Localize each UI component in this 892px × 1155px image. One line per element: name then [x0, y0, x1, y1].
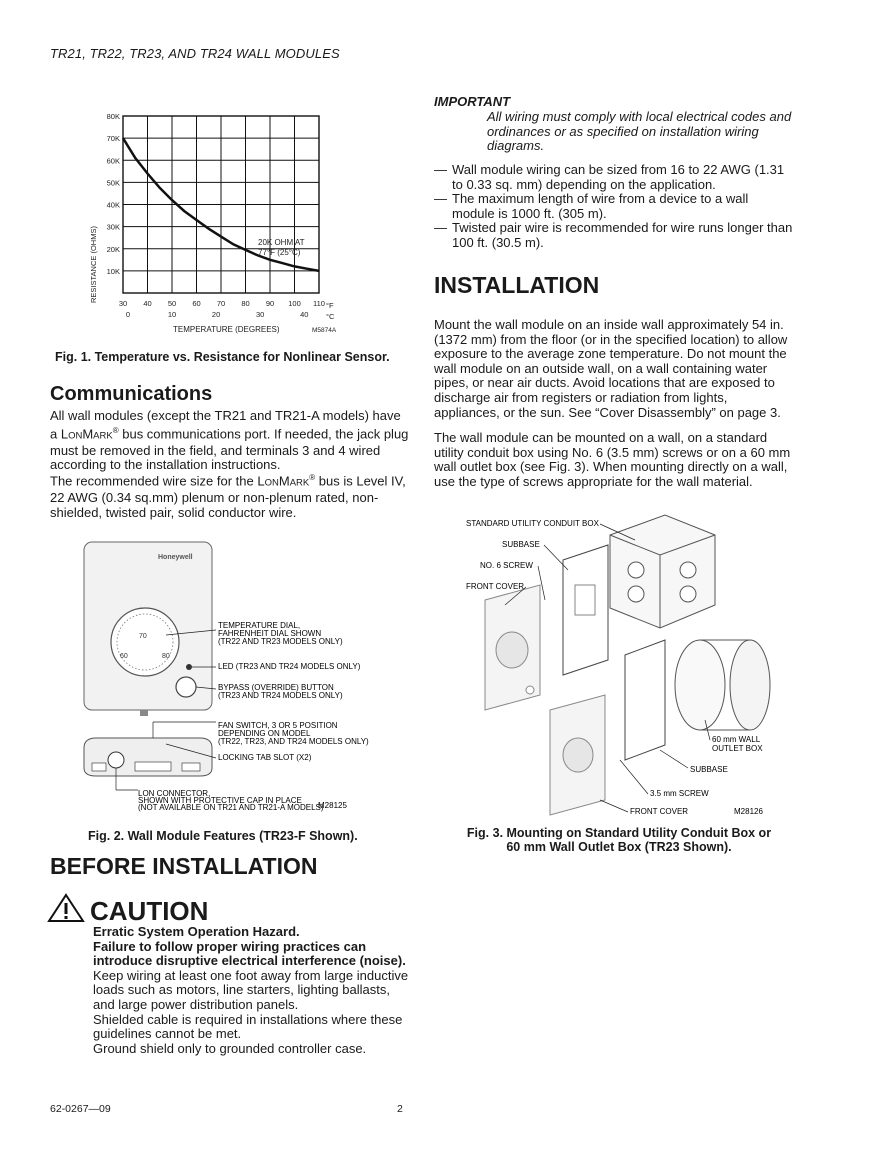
- important-text: All wiring must comply with local electrical codes and ordinances or as specified on installation wiring diagrams.: [487, 109, 792, 154]
- x-unit-f: °F: [326, 301, 334, 310]
- x-tick-label-f: 40: [143, 299, 152, 308]
- x-tick-label-f: 90: [265, 299, 275, 308]
- label-temp-dial-1: TEMPERATURE DIAL,: [218, 621, 301, 630]
- y-tick-label: 80K: [106, 112, 120, 121]
- installation-p2: The wall module can be mounted on a wall, on a standard utility conduit box using No. 6 (3.5 mm) screws or on a 60 mm wall outlet box (see Fig. 3). When mounting directly on a wall, use the type of screws appropriate for the wall material.: [434, 430, 791, 489]
- curve-annotation-2: 77°F (25°C): [258, 248, 301, 257]
- resistance-chart: [60, 105, 360, 340]
- y-tick-label: 60K: [106, 156, 120, 166]
- label-bypass-1: BYPASS (OVERRIDE) BUTTON: [218, 683, 334, 692]
- lon-connector: [108, 752, 124, 768]
- x-unit-c: °C: [326, 312, 335, 321]
- x-tick-label-f: 50: [167, 299, 177, 308]
- label-lon-2: SHOWN WITH PROTECTIVE CAP IN PLACE: [138, 796, 302, 805]
- wall-module-illustration: [78, 538, 378, 813]
- y-tick-label: 30K: [106, 222, 120, 232]
- important-title: IMPORTANT: [434, 94, 511, 109]
- label-lock: LOCKING TAB SLOT (X2): [218, 753, 312, 762]
- y-tick-label: 20K: [106, 244, 120, 254]
- x-tick-label-f: 60: [192, 299, 201, 308]
- x-tick-label-c: 40: [300, 310, 309, 319]
- wiring-bullet: — Twisted pair wire is recommended for wire runs longer than 100 ft. (30.5 m).: [434, 220, 793, 250]
- label-35mm-screw: 3.5 mm SCREW: [650, 789, 709, 798]
- dial-70: 70: [139, 633, 147, 640]
- y-tick-label: 70K: [106, 134, 120, 144]
- label-led: LED (TR23 AND TR24 MODELS ONLY): [218, 662, 361, 671]
- label-lon-1: LON CONNECTOR,: [138, 789, 211, 798]
- caution-body: [93, 925, 413, 1056]
- caution-title: CAUTION: [90, 896, 209, 926]
- dial-60: 60: [120, 653, 128, 660]
- footer-page-number: 2: [397, 1103, 403, 1115]
- wiring-bullet: — The maximum length of wire from a device to a wall module is 1000 ft. (305 m).: [434, 191, 749, 221]
- fig3-code: M28126: [734, 807, 763, 816]
- y-tick-label: 50K: [106, 178, 120, 188]
- curve-annotation-1: 20K OHM AT: [258, 238, 305, 247]
- installation-heading: INSTALLATION: [434, 272, 600, 298]
- caution-text-2: Shielded cable is required in installations where these guidelines cannot be met.: [93, 1011, 403, 1042]
- label-outlet-box-1: 60 mm WALL: [712, 735, 761, 744]
- label-outlet-box-2: OUTLET BOX: [712, 744, 763, 753]
- x-tick-label-f: 110: [313, 299, 325, 308]
- communications-p2: The recommended wire size for the LONMARK® bus is Level IV, 22 AWG (0.34 sq.mm) plenum or non-plenum rated, non-shielded, twisted pair, solid conductor wire.: [50, 473, 406, 520]
- x-tick-label-c: 10: [167, 310, 177, 319]
- fig3-caption: Fig. 3. Mounting on Standard Utility Conduit Box or 60 mm Wall Outlet Box (TR23 Shown).: [466, 826, 772, 854]
- x-tick-label-f: 30: [118, 299, 128, 308]
- y-axis-label: RESISTANCE (OHMS): [89, 226, 98, 303]
- label-conduit-box: STANDARD UTILITY CONDUIT BOX: [466, 519, 599, 528]
- fig1-caption: Fig. 1. Temperature vs. Resistance for Nonlinear Sensor.: [55, 350, 390, 364]
- caution-text-3: Ground shield only to grounded controller case.: [93, 1040, 367, 1056]
- wiring-bullet: — Wall module wiring can be sized from 16 to 22 AWG (1.31 to 0.33 sq. mm) depending on the application.: [434, 162, 785, 192]
- communications-p1: All wall modules (except the TR21 and TR21-A models) have a LONMARK® bus communications port. If needed, the jack plug must be removed in the field, and terminals 3 and 4 wired according to the installation instructions.: [50, 408, 409, 473]
- fan-switch[interactable]: [135, 762, 171, 771]
- label-front-cover: FRONT COVER: [466, 582, 525, 591]
- x-tick-label-c: 30: [256, 310, 265, 319]
- fig2-caption: Fig. 2. Wall Module Features (TR23-F Shown).: [88, 829, 358, 843]
- led-icon: [186, 664, 192, 670]
- x-tick-label-c: 20: [211, 310, 221, 319]
- caution-bold-1: Erratic System Operation Hazard.: [93, 924, 300, 939]
- x-tick-label-f: 80: [241, 299, 250, 308]
- label-fan-1: FAN SWITCH, 3 OR 5 POSITION: [218, 721, 338, 730]
- warning-icon: [47, 893, 85, 923]
- label-temp-dial-3: (TR22 AND TR23 MODELS ONLY): [218, 637, 343, 646]
- bypass-button[interactable]: [176, 677, 196, 697]
- label-subbase-2: SUBBASE: [690, 765, 728, 774]
- label-front-cover-2: FRONT COVER: [630, 807, 689, 816]
- label-temp-dial-2: FAHRENHEIT DIAL SHOWN: [218, 629, 322, 638]
- label-subbase: SUBBASE: [502, 540, 540, 549]
- running-header: TR21, TR22, TR23, AND TR24 WALL MODULES: [50, 46, 340, 61]
- label-fan-2: DEPENDING ON MODEL: [218, 729, 311, 738]
- before-installation-heading: BEFORE INSTALLATION: [50, 853, 318, 879]
- caution-text-1: Keep wiring at least one foot away from large inductive loads such as motors, line starters, lighting ballasts, and large power distribution panels.: [93, 967, 409, 1012]
- mounting-illustration: [460, 510, 780, 820]
- dial-80: 80: [162, 653, 170, 660]
- x-tick-label-f: 100: [288, 299, 301, 308]
- label-lon-3: (NOT AVAILABLE ON TR21 AND TR21-A MODELS): [138, 803, 324, 812]
- footer-doc-number: 62-0267—09: [50, 1103, 111, 1115]
- brand-logo: Honeywell: [158, 554, 193, 561]
- communications-heading: Communications: [50, 383, 213, 405]
- fig2-code: M28125: [318, 801, 347, 810]
- label-no6-screw: NO. 6 SCREW: [480, 561, 533, 570]
- y-tick-label: 10K: [106, 266, 120, 276]
- y-tick-label: 40K: [106, 200, 120, 210]
- label-bypass-2: (TR23 AND TR24 MODELS ONLY): [218, 691, 343, 700]
- label-fan-3: (TR22, TR23, AND TR24 MODELS ONLY): [218, 737, 369, 746]
- installation-p1: Mount the wall module on an inside wall approximately 54 in. (1372 mm) from the floor (or in the specified location) to allow exposure to the average zone temperature. Do not mount the wall module on an outside wall, on a wall containing water pipes, or near air ducts. Avoid locations that are exposed to discharge air from registers or radiation from lights, appliances, or the sun. See “Cover Disassembly” on page 3.: [434, 317, 788, 420]
- chart-code: M5874A: [312, 327, 337, 334]
- caution-bold-2: Failure to follow proper wiring practices can introduce disruptive electrical interference (noise).: [93, 938, 406, 969]
- wiring-bullet-list: [434, 163, 794, 251]
- x-axis-label: TEMPERATURE (DEGREES): [173, 325, 280, 334]
- x-tick-label-c: 0: [125, 310, 130, 319]
- x-tick-label-f: 70: [216, 299, 226, 308]
